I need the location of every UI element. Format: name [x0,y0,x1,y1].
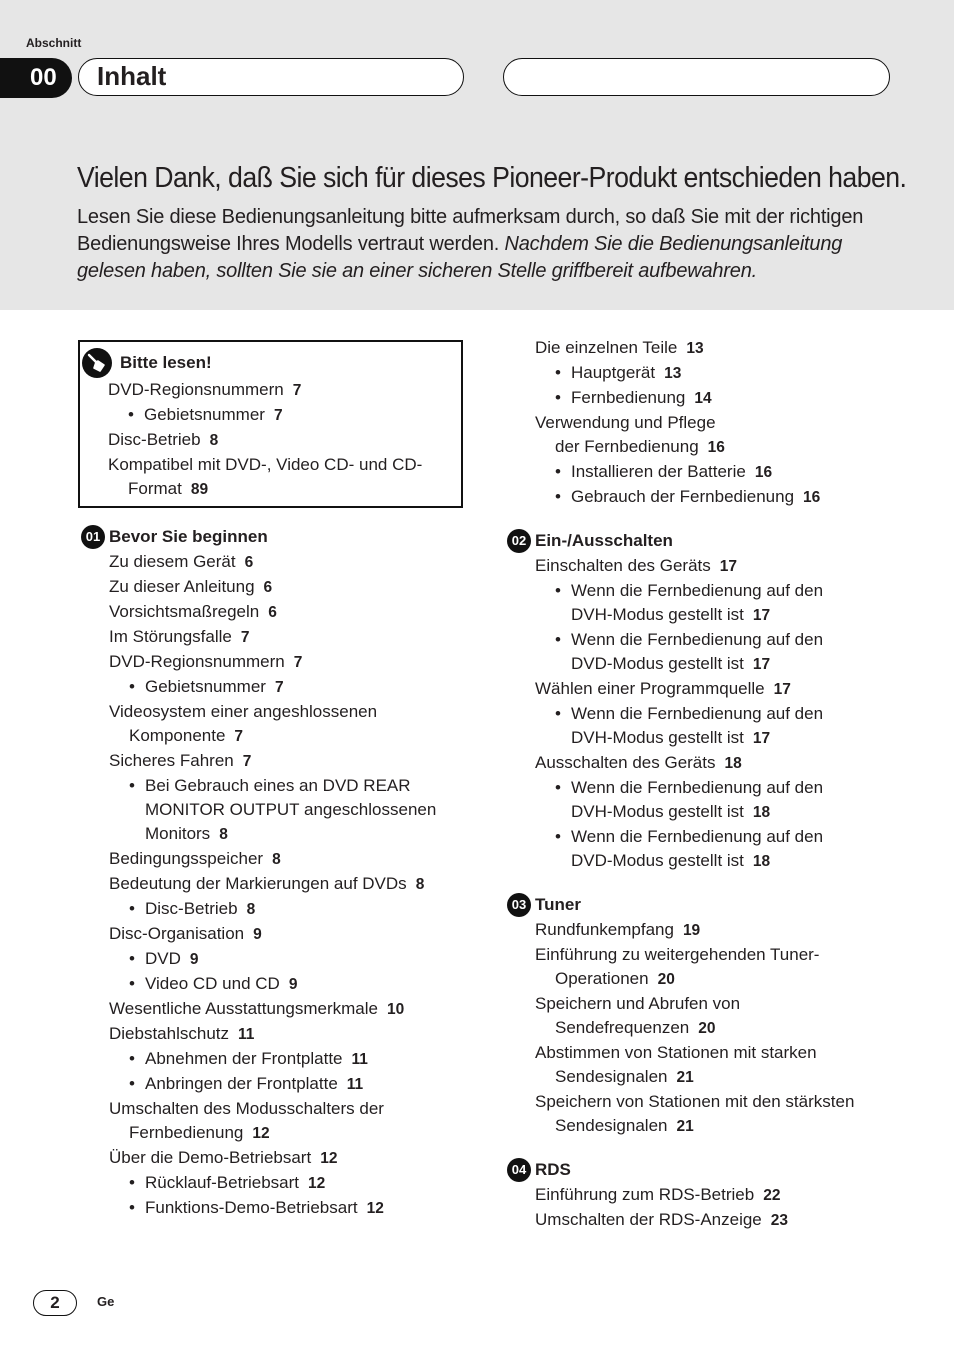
toc-entry-text: DVD-Modus gestellt ist [571,654,744,673]
toc-entry-page: 16 [803,489,821,506]
toc-entry-page: 17 [773,681,791,698]
toc-entry-text: Gebietsnummer [145,677,266,696]
toc-left-column [81,340,466,1221]
toc-entry[interactable] [507,702,907,726]
toc-entry-text: Kompatibel mit DVD-, Video CD- und CD- [108,455,423,474]
toc-entry-page: 8 [272,851,281,868]
toc-entry-page: 17 [719,558,738,575]
toc-entry[interactable] [81,1097,466,1121]
toc-entry-text: DVD [145,949,181,968]
toc-entry-page: 8 [246,901,256,918]
toc-entry[interactable] [81,1072,466,1097]
toc-entry[interactable] [507,849,907,874]
toc-entry-text: Abstimmen von Stationen mit starken [535,1043,817,1062]
intro-text-regular: Lesen Sie diese Bedienungsanleitung bitte aufmerksam durch, so daß Sie mit der richtigen Bedienungsweise Ihres Modells vertraut werden. [77,206,864,255]
toc-entry[interactable] [507,776,907,800]
toc-entry[interactable] [507,603,907,628]
toc-entry[interactable] [80,453,461,477]
toc-entry-text: Disc-Organisation [109,924,245,943]
toc-entry-page: 11 [346,1076,364,1093]
toc-entry-page: 8 [219,826,228,843]
toc-entry-page: 13 [686,340,704,357]
section-title: Inhalt [97,61,167,91]
chapter-heading[interactable] [81,524,466,550]
toc-entry-text: Sendefrequenzen [555,1018,690,1037]
pointing-hand-icon [82,348,112,378]
toc-entry-text: Video CD und CD [145,974,280,993]
toc-entry-page: 18 [724,755,742,772]
chapter-gap [507,874,907,892]
toc-entry-page: 12 [366,1200,384,1217]
toc-entry-page: 6 [268,604,277,621]
toc-entry[interactable] [81,625,466,650]
chapter-gap [507,510,907,528]
bullet-icon: • [555,704,561,723]
toc-entry-page: 22 [763,1187,781,1204]
bullet-icon: • [555,363,561,382]
toc-entry-text: DVH-Modus gestellt ist [571,605,744,624]
toc-entry[interactable] [81,822,466,847]
bullet-icon: • [555,388,561,407]
toc-entry[interactable] [81,774,466,798]
toc-entry-text: Format [128,479,182,498]
toc-entry-text: Disc-Betrieb [108,430,201,449]
toc-entry-text: Im Störungsfalle [109,627,232,646]
toc-entry-text: Einschalten des Geräts [535,556,711,575]
toc-entry[interactable] [507,1016,907,1041]
toc-entry[interactable] [507,1208,907,1233]
chapter-block [507,510,907,874]
chapter-number-badge: 02 [507,529,531,553]
toc-entry[interactable] [507,1090,907,1114]
toc-entry[interactable] [81,550,466,575]
toc-entry[interactable] [507,485,907,510]
toc-entry[interactable] [81,972,466,997]
toc-entry-page: 23 [770,1212,789,1229]
toc-entry-text: Monitors [145,824,211,843]
toc-entry-page: 18 [752,853,771,870]
toc-entry-page: 16 [754,464,773,481]
toc-entry-text: Videosystem einer angeshlossenen [109,702,378,721]
toc-entry-page: 7 [273,407,283,424]
toc-entry-text: Vorsichtsmaßregeln [109,602,260,621]
chapter-title: RDS [535,1160,571,1179]
toc-entry[interactable] [507,554,907,579]
toc-entry[interactable] [507,652,907,677]
chapter-number-badge: 01 [81,525,105,549]
toc-entry-page: 8 [209,432,219,449]
toc-entry[interactable] [507,943,907,967]
toc-entry[interactable] [81,749,466,774]
bullet-icon: • [555,462,561,481]
pointing-hand-glyph [86,352,108,374]
bullet-icon: • [129,1074,135,1093]
toc-entry-text: Gebietsnummer [144,405,265,424]
toc-entry[interactable] [81,675,466,700]
toc-entry[interactable] [507,1041,907,1065]
left-chapters [81,524,466,1221]
toc-entry-text: Über die Demo-Betriebsart [109,1148,312,1167]
toc-entry-page: 89 [190,481,209,498]
chapter-block [507,336,907,510]
toc-entry[interactable] [507,751,907,776]
toc-entry-text: Bei Gebrauch eines an DVD REAR [145,776,411,795]
toc-entry-text: Bedeutung der Markierungen auf DVDs [109,874,407,893]
toc-entry-text: DVD-Regionsnummern [109,652,285,671]
toc-entry-text: Wenn die Fernbedienung auf den [571,581,824,600]
toc-entry-text: Die einzelnen Teile [535,338,678,357]
toc-entry-text: Bedingungsspeicher [109,849,264,868]
toc-entry[interactable] [80,477,461,502]
chapter-heading[interactable] [507,1157,907,1183]
toc-entry-text: Umschalten des Modusschalters der [109,1099,384,1118]
toc-entry-text: Verwendung und Pflege [535,413,716,432]
toc-entry[interactable] [81,997,466,1022]
intro-text-italic: Nachdem Sie die Bedienungsanleitung gelesen haben, sollten Sie sie an einer sicheren Stelle griffbereit aufbewahren. [77,233,843,282]
toc-entry[interactable] [507,677,907,702]
toc-entry-text: Funktions-Demo-Betriebsart [145,1198,358,1217]
bullet-icon: • [129,949,135,968]
toc-entry-page: 7 [292,382,302,399]
toc-entry-page: 12 [308,1175,326,1192]
toc-entry[interactable] [81,847,466,872]
toc-entry[interactable] [81,600,466,625]
toc-entry-page: 20 [698,1020,716,1037]
toc-entry-page: 17 [752,607,771,624]
bullet-icon: • [129,1198,135,1217]
toc-entry-text: Ausschalten des Geräts [535,753,716,772]
toc-entry-text: Sendesignalen [555,1116,668,1135]
toc-entry-text: Sicheres Fahren [109,751,234,770]
bullet-icon: • [129,1049,135,1068]
bitte-lesen-entries [80,378,461,502]
toc-entry-text: Wesentliche Ausstattungsmerkmale [109,999,378,1018]
toc-entry[interactable] [81,1022,466,1047]
toc-entry-text: Abnehmen der Frontplatte [145,1049,343,1068]
toc-entry-page: 7 [274,679,284,696]
toc-entry-page: 19 [682,922,701,939]
toc-entry-text: Wählen einer Programmquelle [535,679,765,698]
toc-entry-text: Zu dieser Anleitung [109,577,255,596]
toc-entry-page: 17 [752,656,771,673]
toc-entry-page: 12 [320,1150,338,1167]
intro-heading: Vielen Dank, daß Sie sich für dieses Pioneer-Produkt entschieden haben. [77,162,907,194]
toc-entry-page: 9 [288,976,298,993]
chapter-number-badge: 04 [507,1158,531,1182]
toc-entry[interactable] [81,947,466,972]
toc-entry-text: DVD-Regionsnummern [108,380,284,399]
toc-entry-text: Anbringen der Frontplatte [145,1074,338,1093]
toc-entry[interactable] [507,386,907,411]
toc-entry[interactable] [507,1065,907,1090]
toc-entry-page: 21 [676,1069,694,1086]
toc-entry[interactable] [81,897,466,922]
bullet-icon: • [555,487,561,506]
toc-entry[interactable] [507,460,907,485]
toc-entry-page: 16 [707,439,725,456]
chapter-gap [507,1139,907,1157]
toc-entry-page: 14 [694,390,712,407]
toc-entry[interactable] [81,1146,466,1171]
toc-entry[interactable] [81,1121,466,1146]
toc-entry-page: 13 [664,365,682,382]
toc-entry[interactable] [507,435,907,460]
chapter-block [507,874,907,1139]
toc-entry-text: Einführung zu weitergehenden Tuner- [535,945,820,964]
toc-entry[interactable] [81,872,466,897]
language-code: Ge [97,1294,115,1309]
toc-entry[interactable] [507,992,907,1016]
toc-entry-page: 9 [253,926,262,943]
toc-entry[interactable] [507,1114,907,1139]
toc-entry-page: 7 [242,753,252,770]
toc-entry-text: MONITOR OUTPUT angeschlossenen [145,800,437,819]
bullet-icon: • [555,827,561,846]
chapter-block [81,524,466,1221]
toc-entry-page: 10 [386,1001,405,1018]
bullet-icon: • [555,778,561,797]
toc-entry-text: Zu diesem Gerät [109,552,236,571]
toc-entry-page: 6 [263,579,273,596]
toc-entry[interactable] [507,1183,907,1208]
toc-entry-page: 8 [415,876,425,893]
toc-entry-page: 12 [252,1125,270,1142]
bullet-icon: • [129,899,135,918]
toc-entry[interactable] [507,579,907,603]
toc-entry-page: 6 [244,554,254,571]
bullet-icon: • [129,776,135,795]
toc-entry-page: 20 [657,971,675,988]
toc-entry[interactable] [507,336,907,361]
toc-entry-text: Umschalten der RDS-Anzeige [535,1210,762,1229]
toc-entry-text: DVH-Modus gestellt ist [571,728,744,747]
chapter-title: Bevor Sie beginnen [109,527,268,546]
toc-entry[interactable] [80,403,461,428]
bullet-icon: • [129,974,135,993]
toc-entry[interactable] [80,428,461,453]
toc-entry-page: 11 [238,1026,255,1043]
page-number: 2 [33,1290,77,1316]
toc-entry[interactable] [81,575,466,600]
toc-entry-page: 7 [293,654,303,671]
toc-entry[interactable] [80,378,461,403]
section-label: Abschnitt [26,36,82,50]
chapter-block [507,1139,907,1233]
section-number-badge: 00 [0,58,72,98]
toc-entry[interactable] [507,628,907,652]
intro-text [77,204,907,285]
toc-entry-text: Diebstahlschutz [109,1024,230,1043]
toc-entry-text: Wenn die Fernbedienung auf den [571,630,824,649]
toc-entry[interactable] [81,700,466,724]
section-blank-frame [503,58,890,96]
toc-entry[interactable] [507,918,907,943]
toc-entry[interactable] [507,411,907,435]
toc-entry-text: DVD-Modus gestellt ist [571,851,744,870]
toc-entry[interactable] [507,967,907,992]
toc-entry-text: Wenn die Fernbedienung auf den [571,827,824,846]
toc-right-column [507,336,907,1233]
toc-entry-text: Hauptgerät [571,363,656,382]
toc-entry-text: Fernbedienung [571,388,686,407]
toc-entry-page: 21 [676,1118,694,1135]
toc-entry-text: Fernbedienung [129,1123,244,1142]
toc-entry-text: Disc-Betrieb [145,899,238,918]
toc-entry-text: Wenn die Fernbedienung auf den [571,778,824,797]
bullet-icon: • [555,630,561,649]
chapter-heading[interactable] [507,528,907,554]
toc-entry-page: 11 [351,1051,368,1068]
toc-entry[interactable] [81,724,466,749]
bullet-icon: • [128,405,134,424]
toc-entry[interactable] [81,1047,466,1072]
toc-entry-page: 7 [240,629,250,646]
toc-entry-page: 9 [189,951,199,968]
bitte-lesen-header [80,348,461,378]
toc-entry-text: Einführung zum RDS-Betrieb [535,1185,755,1204]
chapter-title: Ein-/Ausschalten [535,531,673,550]
toc-entry[interactable] [507,800,907,825]
bitte-lesen-title: Bitte lesen! [120,353,212,372]
toc-entry-text: Installieren der Batterie [571,462,746,481]
toc-entry-text: der Fernbedienung [555,437,699,456]
toc-entry-text: Gebrauch der Fernbedienung [571,487,795,506]
toc-entry-page: 17 [752,730,771,747]
chapter-number-badge: 03 [507,893,531,917]
toc-entry-text: Speichern und Abrufen von [535,994,741,1013]
toc-entry[interactable] [507,361,907,386]
bullet-icon: • [129,677,135,696]
toc-entry[interactable] [81,922,466,947]
toc-entry[interactable] [81,1171,466,1196]
bullet-icon: • [129,1173,135,1192]
chapter-heading[interactable] [507,892,907,918]
toc-entry[interactable] [81,1196,466,1221]
toc-entry[interactable] [81,650,466,675]
toc-entry-text: Komponente [129,726,226,745]
toc-entry-text: Speichern von Stationen mit den stärksten [535,1092,855,1111]
toc-entry[interactable] [81,798,466,822]
chapter-title: Tuner [535,895,581,914]
toc-entry-text: Sendesignalen [555,1067,668,1086]
toc-entry-page: 18 [752,804,771,821]
toc-entry[interactable] [507,726,907,751]
toc-entry-text: Rücklauf-Betriebsart [145,1173,300,1192]
toc-entry-text: Operationen [555,969,649,988]
toc-entry-text: Wenn die Fernbedienung auf den [571,704,824,723]
toc-entry[interactable] [507,825,907,849]
bitte-lesen-box [78,340,463,508]
toc-entry-text: Rundfunkempfang [535,920,674,939]
toc-entry-page: 7 [234,728,244,745]
bullet-icon: • [555,581,561,600]
toc-entry-text: DVH-Modus gestellt ist [571,802,744,821]
